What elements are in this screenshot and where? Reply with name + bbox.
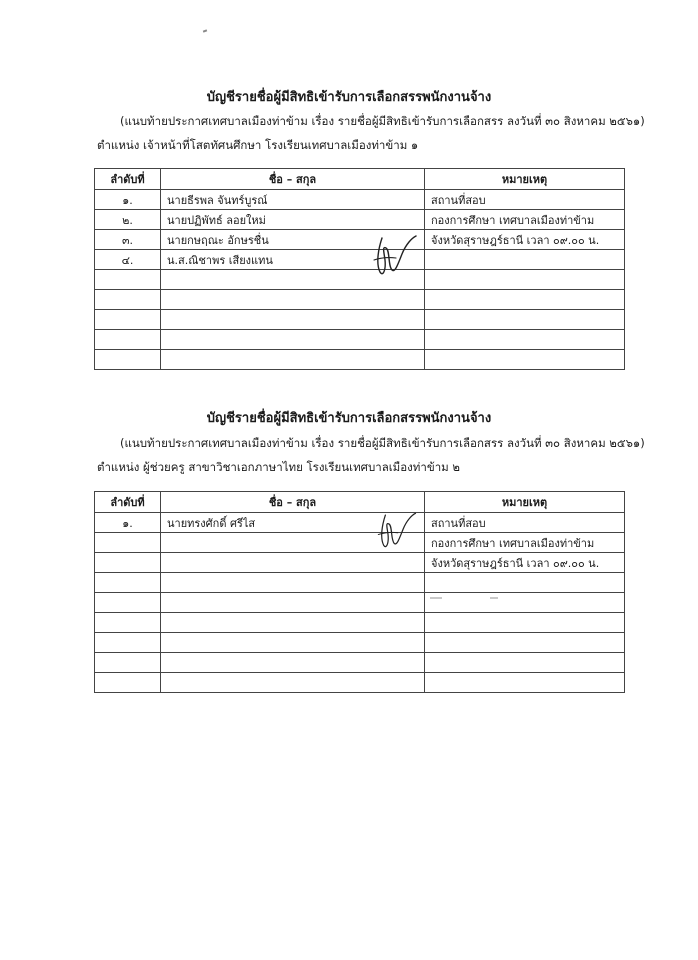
row-no	[95, 533, 161, 553]
row-no	[95, 553, 161, 573]
table-row	[95, 210, 625, 230]
row-no: ๔.	[95, 250, 161, 270]
row-note	[425, 653, 625, 673]
row-no	[95, 633, 161, 653]
table-row	[95, 533, 625, 553]
row-name	[161, 310, 425, 330]
table-row	[95, 290, 625, 310]
row-name	[161, 290, 425, 310]
scan-smudge	[490, 597, 498, 599]
row-note: จังหวัดสุราษฎร์ธานี เวลา ๐๙.๐๐ น.	[425, 553, 625, 573]
row-note	[425, 290, 625, 310]
section-2-ref-line: (แนบท้ายประกาศเทศบาลเมืองท่าข้าม เรื่อง รายชื่อผู้มีสิทธิเข้ารับการเลือกสรร ลงวันที่ ๓๐ สิงหาคม ๒๕๖๑)	[120, 436, 645, 450]
table-row	[95, 250, 625, 270]
table-row	[95, 673, 625, 693]
row-note	[425, 330, 625, 350]
row-note	[425, 310, 625, 330]
row-no	[95, 310, 161, 330]
table-header-row	[95, 492, 625, 513]
row-name	[161, 573, 425, 593]
table-row	[95, 593, 625, 613]
row-name: นายปฏิพัทธ์ ลอยใหม่	[161, 210, 425, 230]
table-row	[95, 653, 625, 673]
row-no	[95, 573, 161, 593]
row-note: กองการศึกษา เทศบาลเมืองท่าข้าม	[425, 210, 625, 230]
header-name: ชื่อ – สกุล	[161, 492, 425, 513]
signature-1	[368, 230, 420, 282]
table-row	[95, 573, 625, 593]
table-row	[95, 633, 625, 653]
scan-speck	[203, 29, 207, 32]
header-no: ลำดับที่	[95, 169, 161, 190]
table-row	[95, 513, 625, 533]
row-name: นายกษฤณะ อักษรชื่น	[161, 230, 425, 250]
section-2-position-line: ตำแหน่ง ผู้ช่วยครู สาขาวิชาเอกภาษาไทย โรงเรียนเทศบาลเมืองท่าข้าม ๒	[97, 460, 460, 474]
table-row	[95, 230, 625, 250]
row-note	[425, 573, 625, 593]
row-no	[95, 653, 161, 673]
row-no: ๒.	[95, 210, 161, 230]
table-row	[95, 330, 625, 350]
table-row	[95, 553, 625, 573]
row-no: ๓.	[95, 230, 161, 250]
row-name: นายธีรพล จันทร์บูรณ์	[161, 190, 425, 210]
row-note: กองการศึกษา เทศบาลเมืองท่าข้าม	[425, 533, 625, 553]
row-name	[161, 553, 425, 573]
row-no	[95, 290, 161, 310]
row-no	[95, 613, 161, 633]
table-row	[95, 190, 625, 210]
header-note: หมายเหตุ	[425, 169, 625, 190]
row-no: ๑.	[95, 190, 161, 210]
header-no: ลำดับที่	[95, 492, 161, 513]
header-name: ชื่อ – สกุล	[161, 169, 425, 190]
row-name	[161, 593, 425, 613]
row-note	[425, 350, 625, 370]
table-row	[95, 350, 625, 370]
row-note: สถานที่สอบ	[425, 513, 625, 533]
row-name	[161, 633, 425, 653]
row-no: ๑.	[95, 513, 161, 533]
section-1-ref-line: (แนบท้ายประกาศเทศบาลเมืองท่าข้าม เรื่อง รายชื่อผู้มีสิทธิเข้ารับการเลือกสรร ลงวันที่ ๓๐ สิงหาคม ๒๕๖๑)	[120, 114, 645, 128]
row-name: นายทรงศักดิ์ ศรีไส	[161, 513, 425, 533]
row-note	[425, 613, 625, 633]
section-1-title: บัญชีรายชื่อผู้มีสิทธิเข้ารับการเลือกสรรพนักงานจ้าง	[206, 90, 492, 105]
table-row	[95, 310, 625, 330]
row-no	[95, 330, 161, 350]
table-header-row	[95, 169, 625, 190]
table-row	[95, 613, 625, 633]
row-name: น.ส.ณิชาพร เสียงแทน	[161, 250, 425, 270]
row-note	[425, 270, 625, 290]
row-note	[425, 633, 625, 653]
table-row	[95, 270, 625, 290]
row-note	[425, 593, 625, 613]
row-note	[425, 250, 625, 270]
section-2-title: บัญชีรายชื่อผู้มีสิทธิเข้ารับการเลือกสรรพนักงานจ้าง	[206, 411, 492, 426]
row-name	[161, 673, 425, 693]
row-name	[161, 350, 425, 370]
row-no	[95, 270, 161, 290]
section-1-table	[94, 168, 625, 370]
row-no	[95, 350, 161, 370]
scan-smudge	[430, 597, 442, 599]
row-no	[95, 673, 161, 693]
row-note	[425, 673, 625, 693]
row-name	[161, 613, 425, 633]
section-2-table	[94, 491, 625, 693]
signature-2	[372, 508, 420, 554]
header-note: หมายเหตุ	[425, 492, 625, 513]
row-note: สถานที่สอบ	[425, 190, 625, 210]
row-name	[161, 653, 425, 673]
section-1-position-line: ตำแหน่ง เจ้าหน้าที่โสตทัศนศึกษา โรงเรียนเทศบาลเมืองท่าข้าม ๑	[97, 138, 419, 152]
row-note: จังหวัดสุราษฎร์ธานี เวลา ๐๙.๐๐ น.	[425, 230, 625, 250]
row-name	[161, 330, 425, 350]
row-no	[95, 593, 161, 613]
